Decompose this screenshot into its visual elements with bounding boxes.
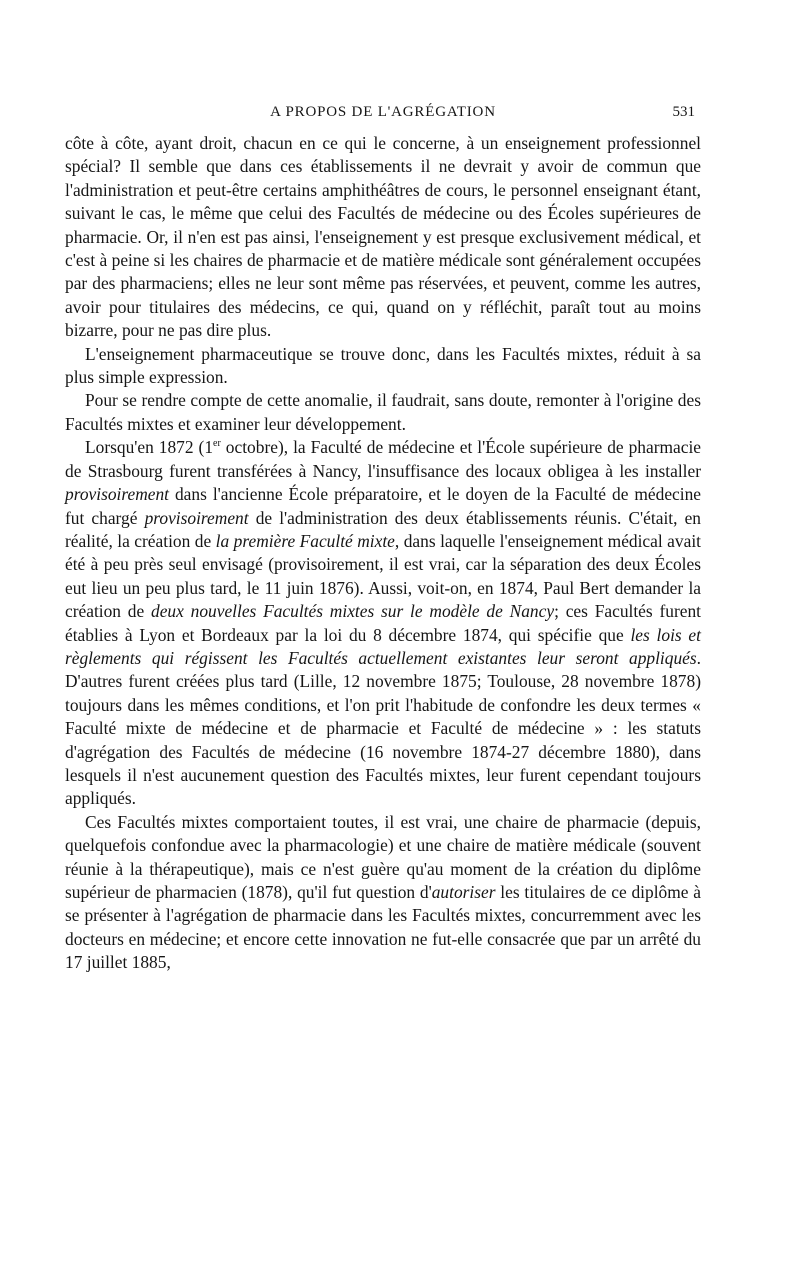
italic-provisoirement-2: provisoirement [144,507,249,528]
italic-premiere-faculte-mixte: la première Faculté mixte [215,530,395,551]
running-header [65,100,701,126]
superscript-er: er [213,438,221,450]
italic-autoriser: autoriser [431,882,496,902]
paragraph-4 [65,436,701,811]
italic-lois-et-reglements: les lois et règlements qui régissent les Facultés actuellement existantes leur seront appliqués [65,624,701,668]
paragraph-2: L'enseignement pharmaceutique se trouve donc, dans les Facultés mixtes, réduit à sa plus simple expression. [65,343,701,388]
p4-text-6: ; ces Facultés furent établies à Lyon et Bordeaux par la loi du 8 décembre 1874, qui spécifie que [65,601,701,645]
p4-text-4: de l'administration des deux établissements réunis. C'était, en réalité, la création de [65,507,701,551]
book-page [65,100,701,975]
p5-text-2: les titulaires de ce diplôme à se présenter à l'agrégation de pharmacie dans les Facultés mixtes, concurremment avec les docteurs en médecine; et encore cette innovation ne fut-elle consacrée que par un arrêté du 17 juillet 1885, [65,882,701,973]
page-number: 531 [672,104,695,120]
p4-text-7: . D'autres furent créées plus tard (Lille, 12 novembre 1875; Toulouse, 28 novembre 1878) toujours dans les mêmes conditions, et l'on prit l'habitude de confondre les deux termes « Faculté mixte de médecine et de pharmacie et Faculté de médecine » : les statuts d'agrégation des Facultés de médecine (16 novembre 1874-27 décembre 1880), dans lesquels il n'est aucunement question des Facultés mixtes, leur furent cependant toujours appliqués. [65,647,701,809]
p5-text-1: Ces Facultés mixtes comportaient toutes, il est vrai, une chaire de pharmacie (depuis, quelquefois confondue avec la pharmacologie) et une chaire de matière médicale (souvent réunie à la thérapeutique), mais ce n'est guère qu'au moment de la création du diplôme supérieur de pharmacien (1878), qu'il fut question d' [65,811,701,902]
body-text [65,132,701,975]
p4-text-5: , dans laquelle l'enseignement médical avait été à peu près seul envisagé (provisoirement, il est vrai, car la séparation des deux Écoles eut lieu un peu plus tard, le 11 juin 1876). Aussi, voit-on, en 1874, Paul Bert demander la création de [65,530,701,622]
italic-deux-nouvelles-facultes: deux nouvelles Facultés mixtes sur le modèle de Nancy [151,601,555,622]
p4-text-3: dans l'ancienne École préparatoire, et le doyen de la Faculté de médecine fut chargé [65,484,701,528]
italic-provisoirement-1: provisoirement [65,484,170,505]
running-title: A PROPOS DE L'AGRÉGATION [270,104,496,120]
p4-text-1: Lorsqu'en 1872 (1 [85,437,214,458]
paragraph-5 [65,811,701,975]
paragraph-3: Pour se rendre compte de cette anomalie, il faudrait, sans doute, remonter à l'origine des Facultés mixtes et examiner leur développement. [65,390,701,434]
paragraph-1: côte à côte, ayant droit, chacun en ce qui le concerne, à un enseignement professionnel spécial? Il semble que dans ces établissements il ne devrait y avoir de commun que l'administration et peut-être certains amphithéâtres de cours, le personnel enseignant étant, suivant le cas, le même que celui des Facultés de médecine ou des Écoles supérieures de pharmacie. Or, il n'en est pas ainsi, l'enseignement y est presque exclusivement médical, et c'est à peine si les chaires de pharmacie et de matière médicale sont généralement occupées par des pharmaciens; elles ne leur sont même pas réservées, et peuvent, comme les autres, avoir pour titulaires des médecins, ce qui, quand on y réfléchit, paraît tout au moins bizarre, pour ne pas dire plus. [65,133,701,341]
p4-text-2: octobre), la Faculté de médecine et l'École supérieure de pharmacie de Strasbourg furent transférées à Nancy, l'insuffisance des locaux obligea à les installer [65,437,701,481]
